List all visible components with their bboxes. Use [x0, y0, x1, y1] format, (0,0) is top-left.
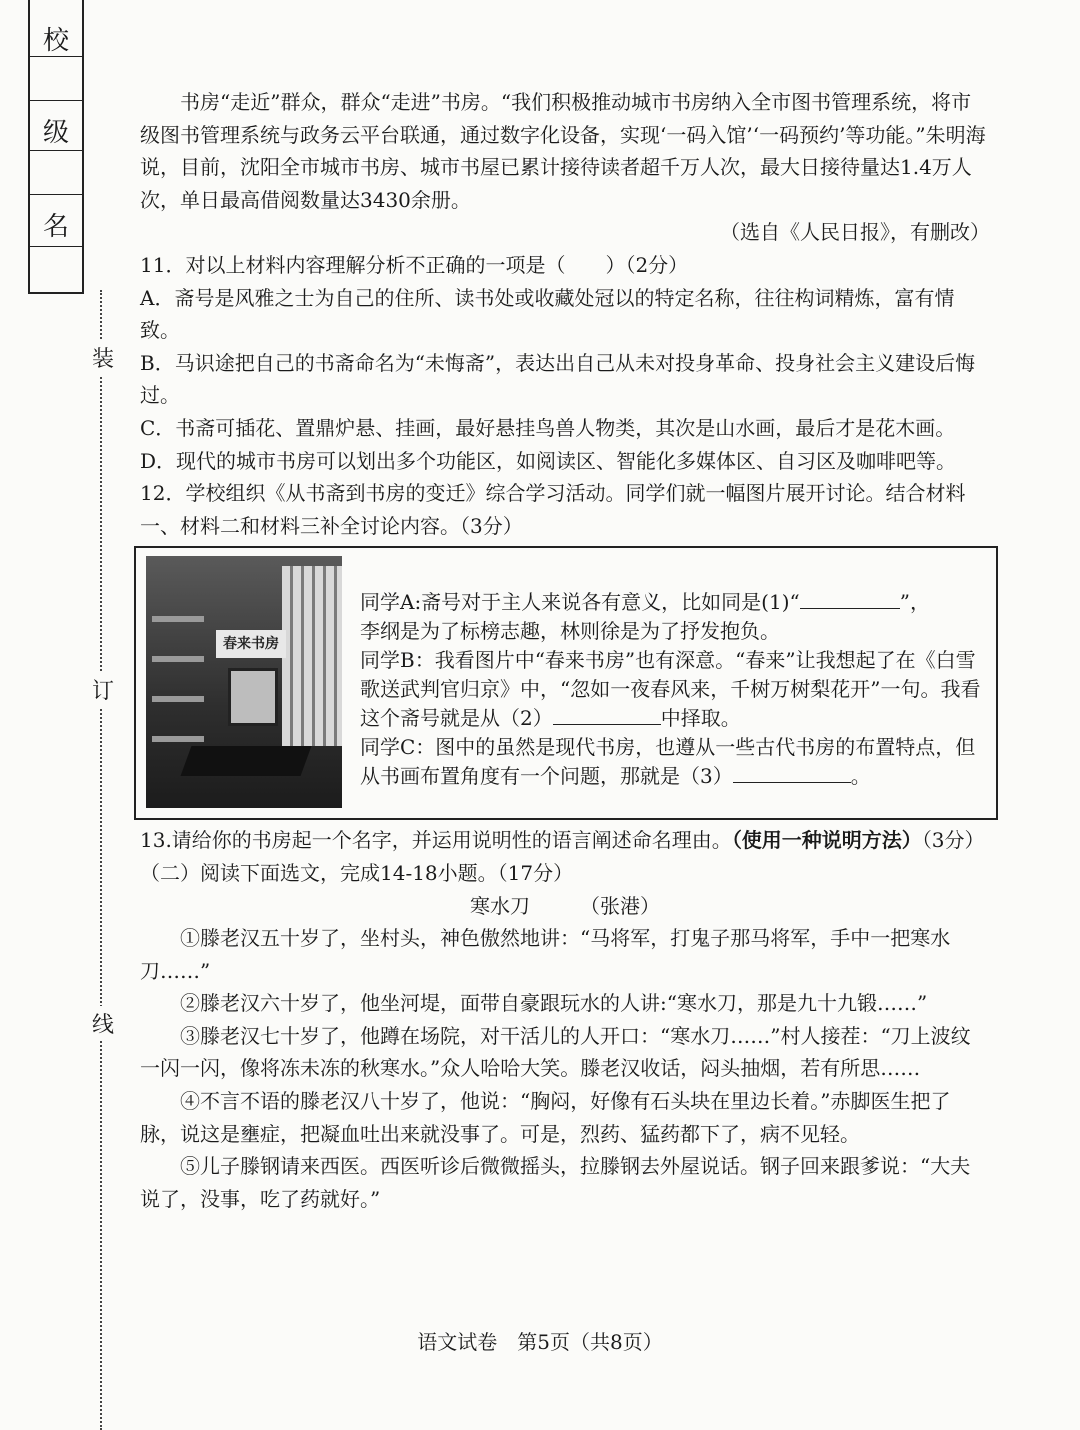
story-paragraph-1: ①滕老汉五十岁了，坐村头，神色傲然地讲：“马将军，打鬼子那马将军，手中一把寒水刀……”: [140, 926, 951, 983]
blank-1[interactable]: [800, 588, 900, 609]
question-13-stem: 13.请给你的书房起一个名字，并运用说明性的语言阐述命名理由。: [140, 828, 732, 853]
name-line: [30, 246, 82, 247]
student-c-text: 同学C：图中的虽然是现代书房，也遵从一些古代书房的布置特点，但从书画布置角度有一个问题，那就是（3）: [360, 735, 976, 789]
blank-3[interactable]: [733, 762, 851, 783]
story-paragraph-5: ⑤儿子滕钢请来西医。西医听诊后微微摇头，拉滕钢去外屋说话。钢子回来跟爹说：“大夫说了，没事，吃了药就好。”: [140, 1154, 971, 1211]
study-room-picture: [146, 556, 342, 808]
question-11-stem: 11．对以上材料内容理解分析不正确的一项是（ ）（2分）: [140, 252, 689, 277]
question-11-option-d: D．现代的城市书房可以划出多个功能区，如阅读区、智能化多媒体区、自习区及咖啡吧等。: [140, 448, 957, 473]
picture-desk: [181, 746, 312, 776]
binding-mark-xian: 线: [92, 1006, 114, 1041]
student-b-text: 同学B：我看图片中“春来书房”也有深意。“春来”让我想起了在《白雪歌送武判官归京》中，“忽如一夜春风来，千树万树梨花开”一句。我看这个斋号就是从（2）: [360, 648, 981, 731]
passage-source: （选自《人民日报》，有删改）: [720, 220, 990, 245]
school-label: 校: [42, 26, 69, 56]
page-footer: 语文试卷 第5页（共8页）: [417, 1330, 663, 1354]
passage-paragraph: 书房“走近”群众，群众“走进”书房。“我们积极推动城市书房纳入全市图书管理系统，将市级图书管理系统与政务云平台联通，通过数字化设备，实现‘一码入馆’‘一码预约’等功能。”朱明海说，目前，沈阳全市城市书房、城市书屋已累计接待读者超千万人次，最大日接待量达1.4万人次，单日最高借阅数量达3430余册。: [140, 90, 986, 212]
question-13-score: （3分）: [921, 828, 985, 853]
student-b-end: 中择取。: [660, 706, 741, 731]
section-2-intro: （二）阅读下面选文，完成14-18小题。（17分）: [140, 860, 574, 885]
discussion-box: [134, 546, 998, 820]
student-a-line1: 同学A:斋号对于主人来说各有意义，比如同是(1)“: [360, 590, 800, 615]
binding-mark-ding: 订: [92, 672, 114, 707]
question-11-option-a: A．斋号是风雅之士为自己的住所、读书处或收藏处冠以的特定名称，往往构词精炼，富有情致。: [140, 285, 955, 343]
divider: [30, 194, 82, 195]
student-info-box: [28, 0, 84, 294]
page-content: [140, 86, 990, 1215]
story-title: 寒水刀: [470, 893, 530, 918]
picture-sign: 春来书房: [216, 630, 286, 658]
story-paragraph-2: ②滕老汉六十岁了，他坐河堤，面带自豪跟玩水的人讲:“寒水刀，那是九十九锻……”: [180, 991, 928, 1016]
discussion-text: [360, 588, 990, 791]
divider: [30, 100, 82, 101]
story-author: （张港）: [590, 893, 660, 918]
binding-dotted-line: [100, 290, 102, 1430]
school-line: [30, 56, 82, 57]
question-11-option-c: C．书斋可插花、置鼎炉悬、挂画，最好悬挂鸟兽人物类，其次是山水画，最后才是花木画。: [140, 415, 956, 440]
binding-mark-zhuang: 装: [92, 340, 114, 375]
question-12-stem: 12．学校组织《从书斋到书房的变迁》综合学习活动。同学们就一幅图片展开讨论。结合材料一、材料二和材料三补全讨论内容。（3分）: [140, 481, 966, 538]
blank-2[interactable]: [553, 704, 661, 725]
class-label: 级: [42, 118, 69, 148]
class-line: [30, 150, 82, 151]
picture-frame: [228, 668, 278, 726]
story-paragraph-4: ④不言不语的滕老汉八十岁了，他说：“胸闷，好像有石头块在里边长着。”赤脚医生把了脉，说这是壅症，把凝血吐出来就没事了。可是，烈药、猛药都下了，病不见轻。: [140, 1089, 951, 1146]
story-paragraph-3: ③滕老汉七十岁了，他蹲在场院，对干活儿的人开口：“寒水刀……”村人接茬：“刀上波纹一闪一闪，像将冻未冻的秋寒水。”众人哈哈大笑。滕老汉收话，闷头抽烟，若有所思……: [140, 1023, 971, 1081]
student-a-line2: 李纲是为了标榜志趣，林则徐是为了抒发抱负。: [360, 619, 780, 644]
question-13-requirement: （使用一种说明方法）: [731, 828, 922, 853]
student-a-quote-end: ”，: [899, 590, 930, 615]
student-c-end: 。: [850, 764, 871, 789]
name-label: 名: [42, 212, 69, 242]
question-11-option-b: B．马识途把自己的书斋命名为“未悔斋”，表达出自己从未对投身革命、投身社会主义建设后悔过。: [140, 350, 976, 408]
